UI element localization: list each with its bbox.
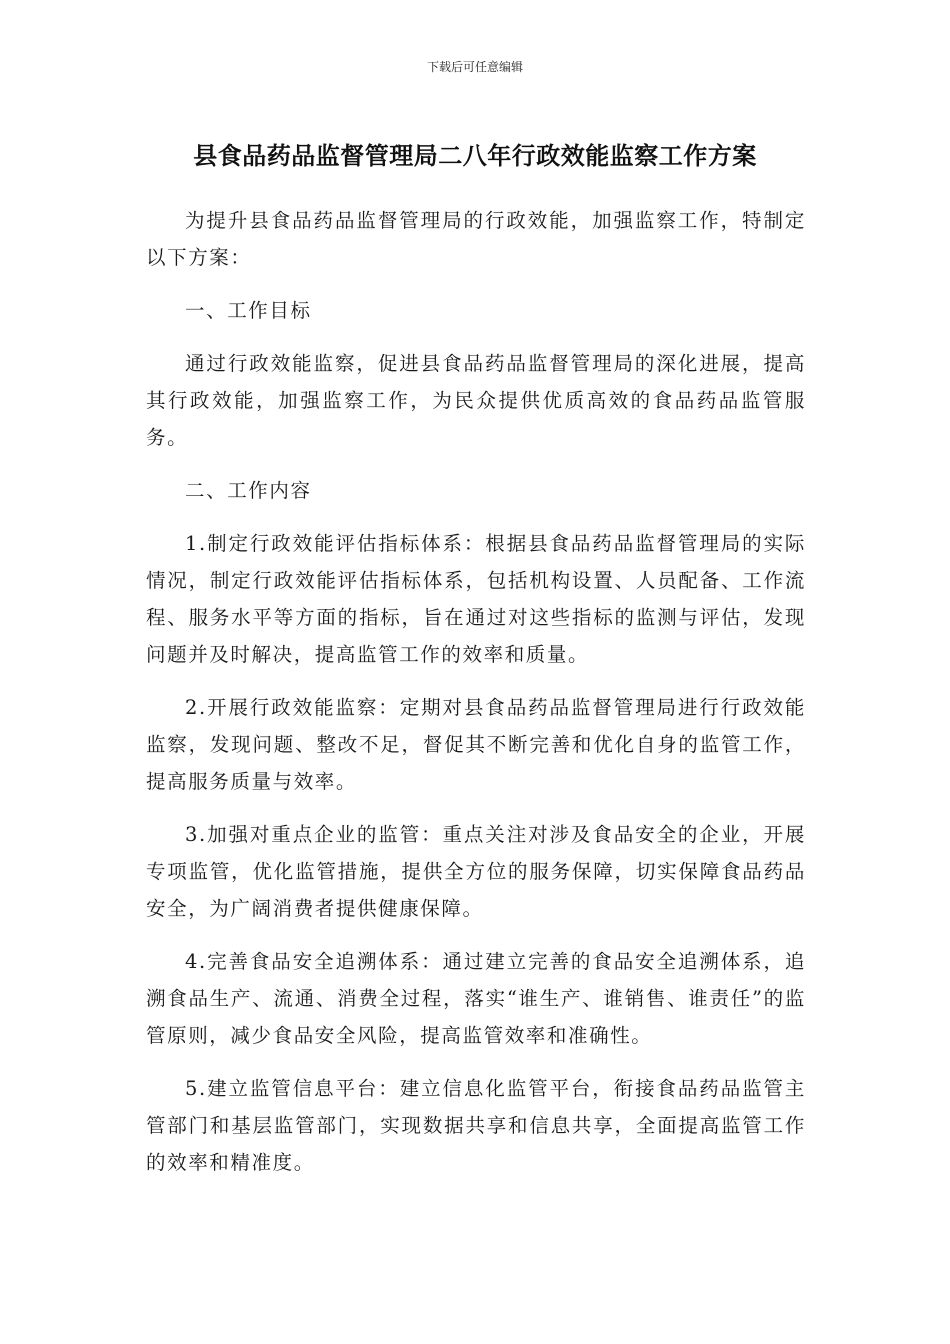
content-item-2: 2.开展行政效能监察：定期对县食品药品监督管理局进行行政效能监察，发现问题、整改不足，督促其不断完善和优化自身的监管工作，提高服务质量与效率。 (146, 696, 806, 793)
section-heading-content: 二、工作内容 (185, 479, 312, 502)
header-note: 下载后可任意编辑 (426, 60, 523, 74)
goals-paragraph: 通过行政效能监察，促进县食品药品监督管理局的深化进展，提高其行政效能，加强监察工作，为民众提供优质高效的食品药品监管服务。 (146, 352, 806, 449)
content-item-1: 1.制定行政效能评估指标体系：根据县食品药品监督管理局的实际情况，制定行政效能评估指标体系，包括机构设置、人员配备、工作流程、服务水平等方面的指标，旨在通过对这些指标的监测与评估，发现问题并及时解决，提高监管工作的效率和质量。 (146, 532, 806, 666)
document-title: 县食品药品监督管理局二八年行政效能监察工作方案 (193, 142, 757, 170)
section-heading-goals: 一、工作目标 (185, 299, 312, 322)
intro-paragraph: 为提升县食品药品监督管理局的行政效能，加强监察工作，特制定以下方案： (146, 209, 806, 269)
document-body (146, 202, 806, 1197)
content-item-4: 4.完善食品安全追溯体系：通过建立完善的食品安全追溯体系，追溯食品生产、流通、消费全过程，落实“谁生产、谁销售、谁责任”的监管原则，减少食品安全风险，提高监管效率和准确性。 (146, 950, 806, 1047)
content-item-3: 3.加强对重点企业的监管：重点关注对涉及食品安全的企业，开展专项监管，优化监管措施，提供全方位的服务保障，切实保障食品药品安全，为广阔消费者提供健康保障。 (146, 823, 806, 920)
content-item-5: 5.建立监管信息平台：建立信息化监管平台，衔接食品药品监管主管部门和基层监管部门，实现数据共享和信息共享，全面提高监管工作的效率和精准度。 (146, 1077, 806, 1174)
